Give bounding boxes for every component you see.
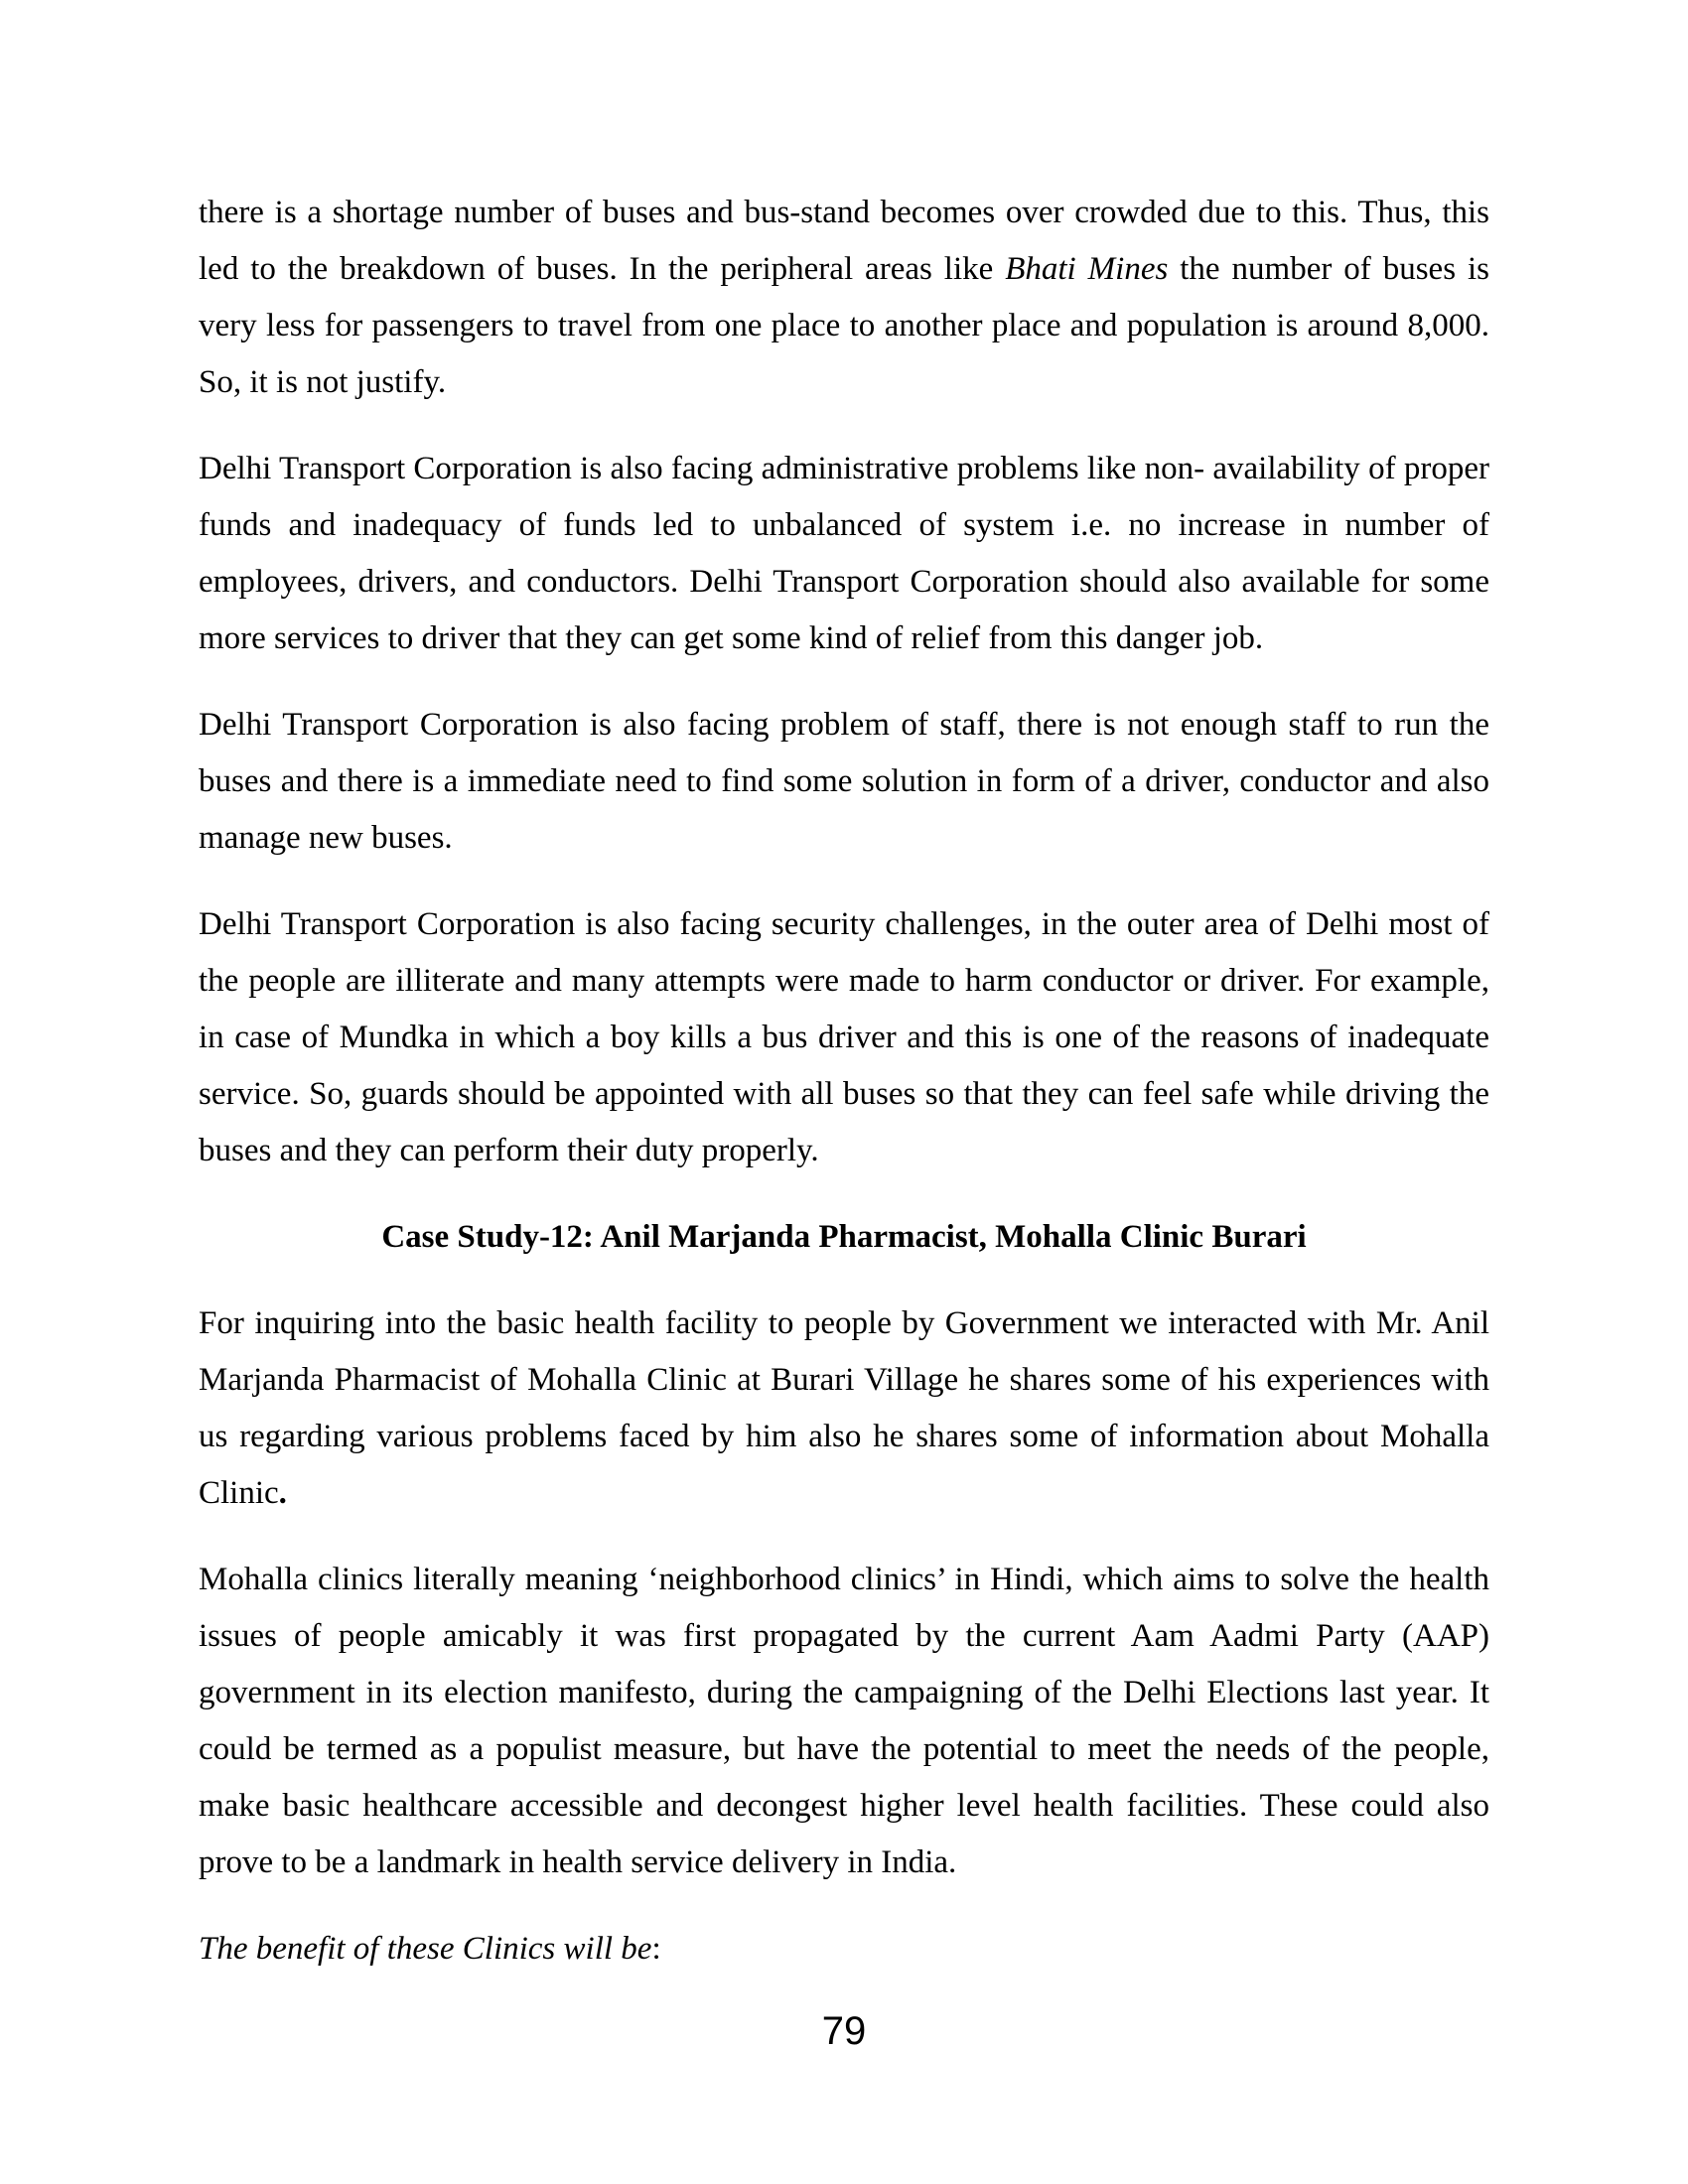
text-segment: there is a shortage number of buses and bus-stand becomes over crowded due to this. Thus, this led to the breakdown of buses. In the peripheral areas like: [199, 195, 1489, 287]
paragraph: [199, 1296, 1489, 1522]
paragraph: [199, 1921, 1489, 1978]
text-segment: Delhi Transport Corporation is also facing security challenges, in the outer area of Delhi most of the people are illiterate and many attempts were made to harm conductor or driver. For example, in case of Mundka in which a boy kills a bus driver and this is one of the reasons of inadequate service. So, guards should be appointed with all buses so that they can feel safe while driving the buses and they can perform their duty properly.: [199, 906, 1489, 1168]
section-heading: [199, 1209, 1489, 1266]
text-segment: Bhati Mines: [1005, 251, 1169, 287]
text-segment: :: [651, 1931, 661, 1967]
paragraph: [199, 896, 1489, 1179]
text-segment: The benefit of these Clinics will be: [199, 1931, 652, 1967]
document-content: [199, 185, 1489, 2007]
page-number: 79: [821, 2009, 867, 2053]
paragraph: [199, 185, 1489, 411]
paragraph: [199, 441, 1489, 667]
text-segment: Delhi Transport Corporation is also facing problem of staff, there is not enough staff to run the buses and there is a immediate need to find some solution in form of a driver, conductor and also manage new buses.: [199, 707, 1489, 856]
text-segment: Case Study-12: Anil Marjanda Pharmacist, Mohalla Clinic Burari: [381, 1219, 1307, 1255]
text-segment: .: [278, 1475, 287, 1511]
paragraph: [199, 697, 1489, 867]
text-segment: Mohalla clinics literally meaning ‘neighborhood clinics’ in Hindi, which aims to solve the health issues of people amicably it was first propagated by the current Aam Aadmi Party (AAP) government in its election manifesto, during the campaigning of the Delhi Elections last year. It could be termed as a populist measure, but have the potential to meet the needs of the people, make basic healthcare accessible and decongest higher level health facilities. These could also prove to be a landmark in health service delivery in India.: [199, 1562, 1489, 1880]
text-segment: Delhi Transport Corporation is also facing administrative problems like non- availability of proper funds and inadequacy of funds led to unbalanced of system i.e. no increase in number of employees, drivers, and conductors. Delhi Transport Corporation should also available for some more services to driver that they can get some kind of relief from this danger job.: [199, 451, 1489, 656]
text-segment: the number of buses is very less for passengers to travel from one place to another place and population is around 8,000. So, it is not justify.: [199, 251, 1489, 400]
paragraph: [199, 1552, 1489, 1891]
text-segment: For inquiring into the basic health facility to people by Government we interacted with Mr. Anil Marjanda Pharmacist of Mohalla Clinic at Burari Village he shares some of his experiences with us regarding various problems faced by him also he shares some of information about Mohalla Clinic: [199, 1305, 1489, 1511]
